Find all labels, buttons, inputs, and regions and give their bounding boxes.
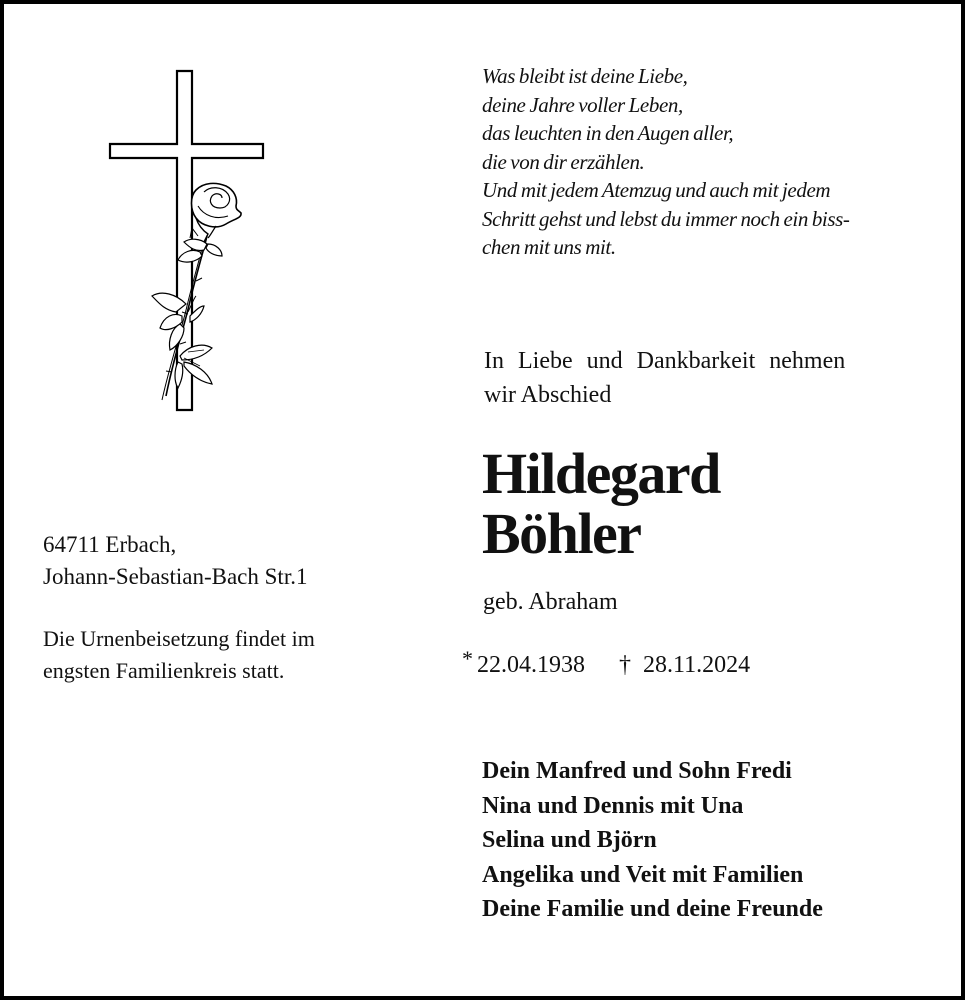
life-dates: [462, 642, 750, 682]
address-line: Johann-Sebastian-Bach Str.1: [43, 564, 308, 589]
death-date: 28.11.2024: [643, 652, 751, 678]
poem-line: deine Jahre voller Leben,: [482, 92, 683, 117]
birth-date: 22.04.1938: [477, 652, 585, 678]
mourner-line: Angelika und Veit mit Familien: [482, 861, 804, 888]
mourner-line: Selina und Björn: [482, 827, 657, 853]
intro-line: In Liebe und Dankbarkeit nehmen: [484, 348, 846, 374]
note-line: Die Urnenbeisetzung findet im: [43, 626, 315, 651]
poem-line: Und mit jedem Atemzug und auch mit jedem: [482, 178, 831, 202]
burial-note: [43, 623, 315, 687]
death-dagger-icon: †: [619, 652, 631, 678]
poem-line: die von dir erzählen.: [482, 149, 645, 174]
poem-line: chen mit uns mit.: [482, 235, 616, 259]
poem-line: das leuchten in den Augen aller,: [482, 121, 734, 145]
address-line: 64711 Erbach,: [43, 532, 177, 557]
mourner-line: Deine Familie und deine Freunde: [482, 896, 823, 922]
note-line: engsten Familienkreis statt.: [43, 658, 285, 683]
cross-with-rose-icon: [104, 66, 279, 416]
first-name: Hildegard: [482, 441, 720, 506]
mourner-line: Dein Manfred und Sohn Fredi: [482, 758, 792, 784]
intro-line: wir Abschied: [484, 382, 612, 408]
mourner-line: Nina und Dennis mit Una: [482, 792, 744, 819]
mourners-list: [482, 754, 823, 927]
memorial-poem: [482, 62, 850, 262]
birth-name: geb. Abraham: [483, 589, 618, 615]
farewell-intro: [484, 344, 904, 412]
poem-line: Schritt gehst und lebst du immer noch ein biss-: [482, 206, 850, 231]
address-block: [43, 529, 307, 593]
deceased-name: [482, 441, 720, 566]
last-name: Böhler: [482, 501, 641, 566]
birth-star-icon: *: [462, 646, 473, 671]
poem-line: Was bleibt ist deine Liebe,: [482, 64, 688, 88]
